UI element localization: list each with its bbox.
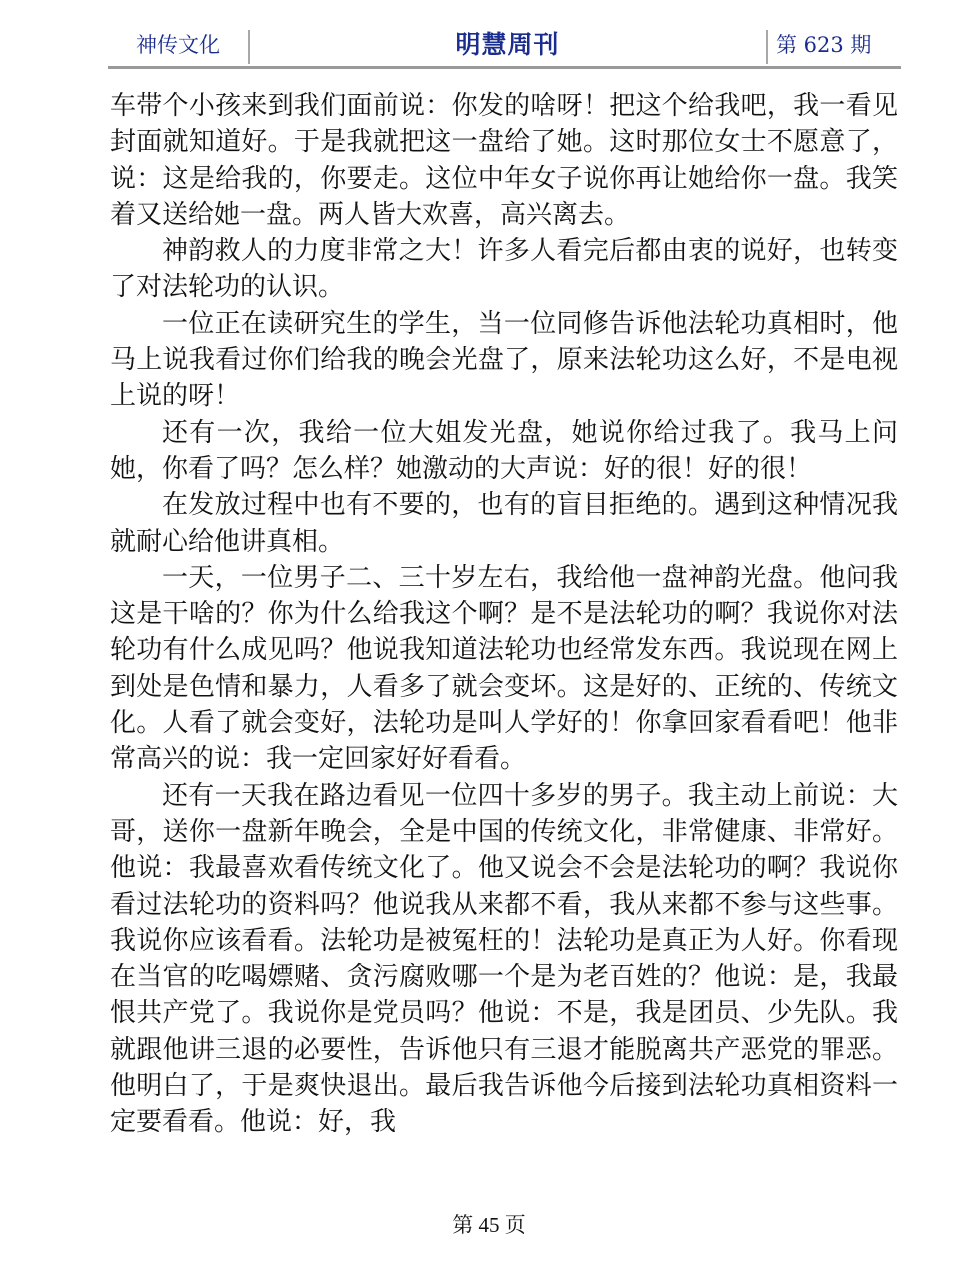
paragraph: 一位正在读研究生的学生，当一位同修告诉他法轮功真相时，他马上说我看过你们给我的晚会光盘了，原来法轮功这么好，不是电视上说的呀！ xyxy=(110,308,898,412)
header-section-name: 神传文化 xyxy=(136,33,220,57)
paragraph: 还有一次，我给一位大姐发光盘，她说你给过我了。我马上问她，你看了吗？怎么样？她激动的大声说：好的很！好的很！ xyxy=(110,417,898,484)
paragraph: 车带个小孩来到我们面前说：你发的啥呀！把这个给我吧，我一看见封面就知道好。于是我就把这一盘给了她。这时那位女士不愿意了，说：这是给我的，你要走。这位中年女子说你再让她给你一盘。我笑着又送给她一盘。两人皆大欢喜，高兴离去。 xyxy=(110,91,898,230)
header-issue-number: 第 623 期 xyxy=(776,33,872,57)
article-body xyxy=(110,88,898,1141)
paragraph: 在发放过程中也有不要的，也有的盲目拒绝的。遇到这种情况我就耐心给他讲真相。 xyxy=(110,490,898,557)
page-header xyxy=(108,26,901,70)
page-number: 第 45 页 xyxy=(452,1213,526,1237)
paragraph: 一天，一位男子二、三十岁左右，我给他一盘神韵光盘。他问我这是干啥的？你为什么给我这个啊？是不是法轮功的啊？我说你对法轮功有什么成见吗？他说我知道法轮功也经常发东西。我说现在网上到处是色情和暴力，人看多了就会变坏。这是好的、正统的、传统文化。人看了就会变好，法轮功是叫人学好的！你拿回家看看吧！他非常高兴的说：我一定回家好好看看。 xyxy=(110,562,898,775)
paragraph: 神韵救人的力度非常之大！许多人看完后都由衷的说好，也转变了对法轮功的认识。 xyxy=(110,236,898,303)
paragraph: 还有一天我在路边看见一位四十多岁的男子。我主动上前说：大哥，送你一盘新年晚会，全是中国的传统文化，非常健康、非常好。他说：我最喜欢看传统文化了。他又说会不会是法轮功的啊？我说你看过法轮功的资料吗？他说我从来都不看，我从来都不参与这些事。我说你应该看看。法轮功是被冤枉的！法轮功是真正为人好。你看现在当官的吃喝嫖赌、贪污腐败哪一个是为老百姓的？他说：是，我最恨共产党了。我说你是党员吗？他说：不是，我是团员、少先队。我就跟他讲三退的必要性，告诉他只有三退才能脱离共产恶党的罪恶。他明白了，于是爽快退出。最后我告诉他今后接到法轮功真相资料一定要看看。他说：好，我 xyxy=(110,780,898,1138)
header-rule xyxy=(108,66,901,69)
header-publication-title: 明慧周刊 xyxy=(455,30,560,59)
